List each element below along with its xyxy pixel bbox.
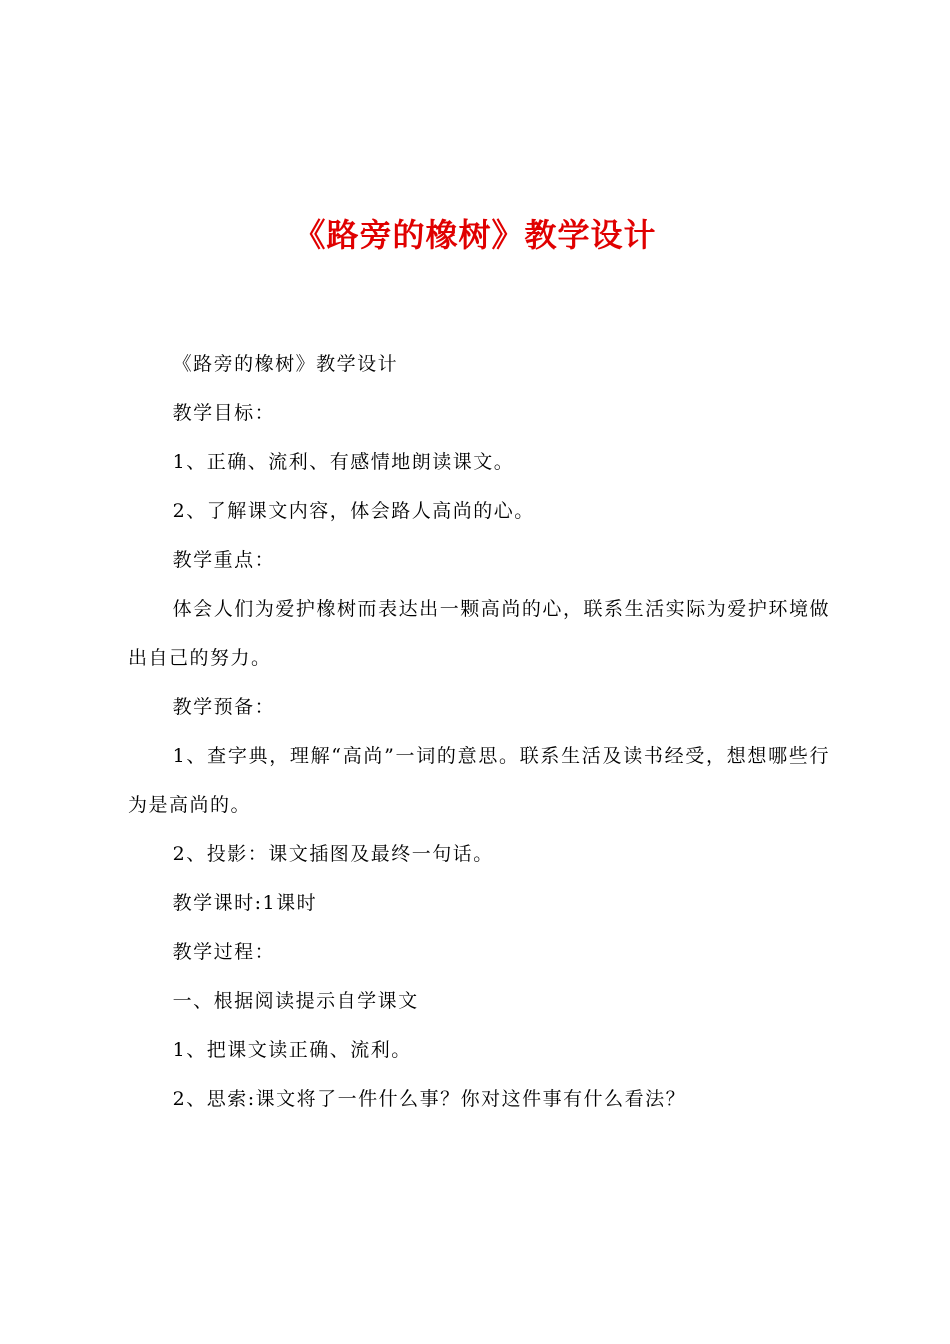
paragraph-process-item-2: 2、思索:课文将了一件什么事？你对这件事有什么看法？ [172,1088,687,1110]
paragraph-focus-label: 教学重点： [172,549,276,571]
document-body [128,340,830,1124]
paragraph-focus-text: 体会人们为爱护橡树而表达出一颗高尚的心，联系生活实际为爱护环境做出自己的努力。 [128,598,830,669]
paragraph-objectives-label: 教学目标： [172,402,276,424]
paragraph-process-step-1: 一、根据阅读提示自学课文 [172,990,419,1012]
page-title: 《路旁的橡树》教学设计 [293,216,657,254]
paragraph-preparation-1: 1、查字典，理解“高尚”一词的意思。联系生活及读书经受，想想哪些行为是高尚的。 [128,745,830,816]
paragraph-process-item-1: 1、把课文读正确、流利。 [172,1039,412,1061]
paragraph-heading-repeat: 《路旁的橡树》教学设计 [172,353,399,375]
paragraph-preparation-2: 2、投影：课文插图及最终一句话。 [172,843,494,865]
paragraph-preparation-label: 教学预备： [172,696,276,718]
paragraph-objective-1: 1、正确、流利、有感情地朗读课文。 [172,451,515,473]
paragraph-objective-2: 2、了解课文内容，体会路人高尚的心。 [172,500,535,522]
paragraph-process-label: 教学过程： [172,941,276,963]
paragraph-class-hours: 教学课时:1课时 [172,892,318,914]
